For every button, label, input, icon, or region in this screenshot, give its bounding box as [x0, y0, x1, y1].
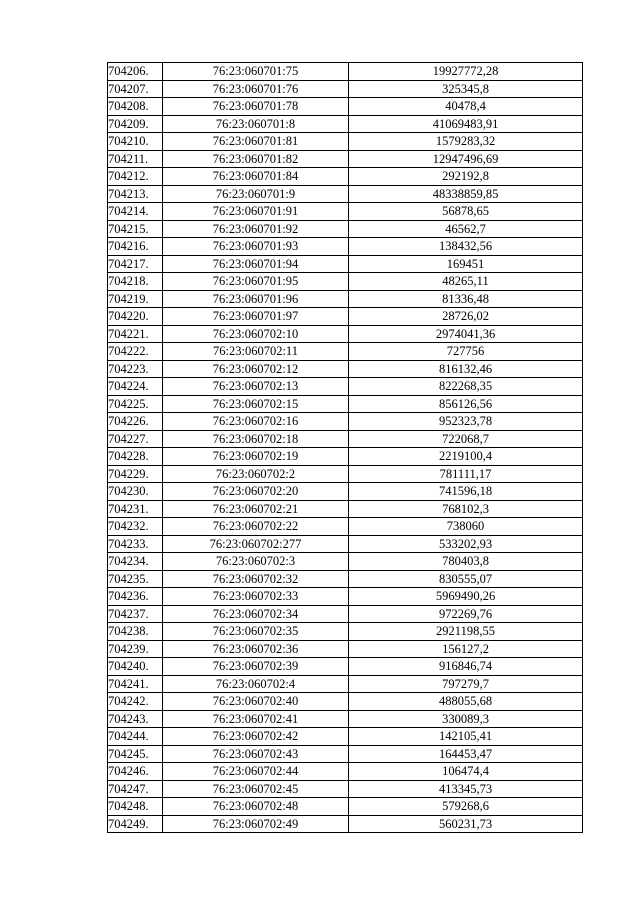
cadastral-value-cell: 41069483,91 [349, 115, 583, 133]
table-row [108, 63, 583, 81]
cadastral-number-cell: 76:23:060702:43 [163, 745, 349, 763]
row-number-cell: 704219. [108, 290, 163, 308]
table-row [108, 728, 583, 746]
row-number-cell: 704240. [108, 658, 163, 676]
row-number-cell: 704214. [108, 203, 163, 221]
cadastral-number-cell: 76:23:060702:39 [163, 658, 349, 676]
table-row [108, 325, 583, 343]
row-number-cell: 704249. [108, 815, 163, 833]
table-row [108, 693, 583, 711]
cadastral-value-cell: 292192,8 [349, 168, 583, 186]
cadastral-number-cell: 76:23:060702:34 [163, 605, 349, 623]
cadastral-value-cell: 2219100,4 [349, 448, 583, 466]
cadastral-value-cell: 142105,41 [349, 728, 583, 746]
table-row [108, 500, 583, 518]
row-number-cell: 704220. [108, 308, 163, 326]
table-row [108, 220, 583, 238]
table-row [108, 710, 583, 728]
cadastral-value-cell: 952323,78 [349, 413, 583, 431]
row-number-cell: 704242. [108, 693, 163, 711]
table-row [108, 80, 583, 98]
cadastral-value-cell: 48338859,85 [349, 185, 583, 203]
row-number-cell: 704234. [108, 553, 163, 571]
row-number-cell: 704230. [108, 483, 163, 501]
row-number-cell: 704238. [108, 623, 163, 641]
row-number-cell: 704236. [108, 588, 163, 606]
table-row [108, 553, 583, 571]
row-number-cell: 704212. [108, 168, 163, 186]
table-row [108, 395, 583, 413]
table-row [108, 255, 583, 273]
table-row [108, 168, 583, 186]
row-number-cell: 704247. [108, 780, 163, 798]
cadastral-value-cell: 46562,7 [349, 220, 583, 238]
cadastral-value-cell: 722068,7 [349, 430, 583, 448]
table-row [108, 605, 583, 623]
table-row [108, 465, 583, 483]
cadastral-number-cell: 76:23:060701:91 [163, 203, 349, 221]
table-row [108, 763, 583, 781]
cadastral-number-cell: 76:23:060701:81 [163, 133, 349, 151]
cadastral-number-cell: 76:23:060701:97 [163, 308, 349, 326]
cadastral-value-cell: 816132,46 [349, 360, 583, 378]
row-number-cell: 704217. [108, 255, 163, 273]
row-number-cell: 704229. [108, 465, 163, 483]
cadastral-number-cell: 76:23:060702:3 [163, 553, 349, 571]
table-row [108, 273, 583, 291]
cadastral-value-cell: 325345,8 [349, 80, 583, 98]
table-row [108, 780, 583, 798]
cadastral-value-cell: 56878,65 [349, 203, 583, 221]
cadastral-number-cell: 76:23:060702:277 [163, 535, 349, 553]
cadastral-value-cell: 2974041,36 [349, 325, 583, 343]
cadastral-number-cell: 76:23:060702:19 [163, 448, 349, 466]
cadastral-value-cell: 169451 [349, 255, 583, 273]
cadastral-number-cell: 76:23:060702:49 [163, 815, 349, 833]
table-row [108, 413, 583, 431]
cadastral-value-cell: 916846,74 [349, 658, 583, 676]
table-row [108, 623, 583, 641]
row-number-cell: 704243. [108, 710, 163, 728]
row-number-cell: 704224. [108, 378, 163, 396]
row-number-cell: 704245. [108, 745, 163, 763]
table-row [108, 518, 583, 536]
table-row [108, 815, 583, 833]
cadastral-number-cell: 76:23:060701:76 [163, 80, 349, 98]
row-number-cell: 704226. [108, 413, 163, 431]
cadastral-value-cell: 780403,8 [349, 553, 583, 571]
cadastral-number-cell: 76:23:060702:42 [163, 728, 349, 746]
cadastral-value-cell: 40478,4 [349, 98, 583, 116]
cadastral-number-cell: 76:23:060702:48 [163, 798, 349, 816]
cadastral-number-cell: 76:23:060702:15 [163, 395, 349, 413]
cadastral-value-cell: 48265,11 [349, 273, 583, 291]
table-row [108, 378, 583, 396]
row-number-cell: 704213. [108, 185, 163, 203]
row-number-cell: 704246. [108, 763, 163, 781]
table-row [108, 745, 583, 763]
row-number-cell: 704216. [108, 238, 163, 256]
cadastral-value-cell: 81336,48 [349, 290, 583, 308]
cadastral-number-cell: 76:23:060701:82 [163, 150, 349, 168]
cadastral-number-cell: 76:23:060701:75 [163, 63, 349, 81]
row-number-cell: 704241. [108, 675, 163, 693]
row-number-cell: 704218. [108, 273, 163, 291]
cadastral-number-cell: 76:23:060702:18 [163, 430, 349, 448]
cadastral-number-cell: 76:23:060702:2 [163, 465, 349, 483]
cadastral-value-cell: 781111,17 [349, 465, 583, 483]
cadastral-number-cell: 76:23:060702:40 [163, 693, 349, 711]
table-row [108, 238, 583, 256]
cadastral-number-cell: 76:23:060702:32 [163, 570, 349, 588]
row-number-cell: 704225. [108, 395, 163, 413]
row-number-cell: 704248. [108, 798, 163, 816]
cadastral-number-cell: 76:23:060702:22 [163, 518, 349, 536]
cadastral-number-cell: 76:23:060701:95 [163, 273, 349, 291]
cadastral-value-cell: 727756 [349, 343, 583, 361]
table-row [108, 203, 583, 221]
cadastral-number-cell: 76:23:060701:9 [163, 185, 349, 203]
cadastral-value-cell: 560231,73 [349, 815, 583, 833]
cadastral-value-cell: 822268,35 [349, 378, 583, 396]
cadastral-value-cell: 1579283,32 [349, 133, 583, 151]
table-row [108, 535, 583, 553]
cadastral-number-cell: 76:23:060701:96 [163, 290, 349, 308]
cadastral-value-cell: 28726,02 [349, 308, 583, 326]
table-row [108, 570, 583, 588]
cadastral-value-cell: 797279,7 [349, 675, 583, 693]
row-number-cell: 704208. [108, 98, 163, 116]
row-number-cell: 704210. [108, 133, 163, 151]
row-number-cell: 704232. [108, 518, 163, 536]
row-number-cell: 704223. [108, 360, 163, 378]
table-row [108, 115, 583, 133]
row-number-cell: 704237. [108, 605, 163, 623]
cadastral-number-cell: 76:23:060702:41 [163, 710, 349, 728]
table-row [108, 798, 583, 816]
table-row [108, 640, 583, 658]
table-row [108, 483, 583, 501]
row-number-cell: 704221. [108, 325, 163, 343]
cadastral-value-cell: 12947496,69 [349, 150, 583, 168]
cadastral-number-cell: 76:23:060702:12 [163, 360, 349, 378]
cadastral-number-cell: 76:23:060701:78 [163, 98, 349, 116]
row-number-cell: 704231. [108, 500, 163, 518]
cadastral-number-cell: 76:23:060702:13 [163, 378, 349, 396]
cadastral-value-cell: 413345,73 [349, 780, 583, 798]
cadastral-value-cell: 768102,3 [349, 500, 583, 518]
cadastral-value-cell: 856126,56 [349, 395, 583, 413]
cadastral-number-cell: 76:23:060702:16 [163, 413, 349, 431]
row-number-cell: 704244. [108, 728, 163, 746]
cadastral-value-cell: 579268,6 [349, 798, 583, 816]
cadastral-value-cell: 2921198,55 [349, 623, 583, 641]
table-row [108, 658, 583, 676]
cadastral-number-cell: 76:23:060702:20 [163, 483, 349, 501]
cadastral-number-cell: 76:23:060701:94 [163, 255, 349, 273]
cadastral-number-cell: 76:23:060702:11 [163, 343, 349, 361]
cadastral-number-cell: 76:23:060702:4 [163, 675, 349, 693]
row-number-cell: 704209. [108, 115, 163, 133]
row-number-cell: 704227. [108, 430, 163, 448]
cadastral-value-cell: 138432,56 [349, 238, 583, 256]
cadastral-number-cell: 76:23:060702:33 [163, 588, 349, 606]
table-row [108, 133, 583, 151]
table-row [108, 343, 583, 361]
cadastral-number-cell: 76:23:060702:35 [163, 623, 349, 641]
row-number-cell: 704206. [108, 63, 163, 81]
cadastral-value-cell: 19927772,28 [349, 63, 583, 81]
cadastral-value-cell: 164453,47 [349, 745, 583, 763]
cadastral-value-cell: 156127,2 [349, 640, 583, 658]
cadastral-value-cell: 741596,18 [349, 483, 583, 501]
cadastral-value-cell: 330089,3 [349, 710, 583, 728]
cadastral-value-cell: 488055,68 [349, 693, 583, 711]
table-body [108, 63, 583, 833]
row-number-cell: 704222. [108, 343, 163, 361]
cadastral-number-cell: 76:23:060702:45 [163, 780, 349, 798]
row-number-cell: 704233. [108, 535, 163, 553]
cadastral-number-cell: 76:23:060702:44 [163, 763, 349, 781]
table-row [108, 290, 583, 308]
row-number-cell: 704235. [108, 570, 163, 588]
row-number-cell: 704211. [108, 150, 163, 168]
cadastral-number-cell: 76:23:060701:92 [163, 220, 349, 238]
cadastral-value-cell: 738060 [349, 518, 583, 536]
row-number-cell: 704207. [108, 80, 163, 98]
table-row [108, 98, 583, 116]
cadastral-number-cell: 76:23:060701:8 [163, 115, 349, 133]
row-number-cell: 704239. [108, 640, 163, 658]
cadastral-value-cell: 533202,93 [349, 535, 583, 553]
table-row [108, 185, 583, 203]
cadastral-number-cell: 76:23:060702:36 [163, 640, 349, 658]
cadastral-number-cell: 76:23:060701:84 [163, 168, 349, 186]
table-row [108, 448, 583, 466]
cadastral-value-cell: 106474,4 [349, 763, 583, 781]
table-row [108, 360, 583, 378]
cadastral-number-cell: 76:23:060701:93 [163, 238, 349, 256]
table-row [108, 430, 583, 448]
row-number-cell: 704228. [108, 448, 163, 466]
table-row [108, 150, 583, 168]
cadastral-value-table [107, 62, 583, 833]
cadastral-number-cell: 76:23:060702:10 [163, 325, 349, 343]
cadastral-number-cell: 76:23:060702:21 [163, 500, 349, 518]
cadastral-value-cell: 972269,76 [349, 605, 583, 623]
cadastral-value-cell: 830555,07 [349, 570, 583, 588]
table-row [108, 588, 583, 606]
table-row [108, 308, 583, 326]
row-number-cell: 704215. [108, 220, 163, 238]
cadastral-value-cell: 5969490,26 [349, 588, 583, 606]
table-row [108, 675, 583, 693]
